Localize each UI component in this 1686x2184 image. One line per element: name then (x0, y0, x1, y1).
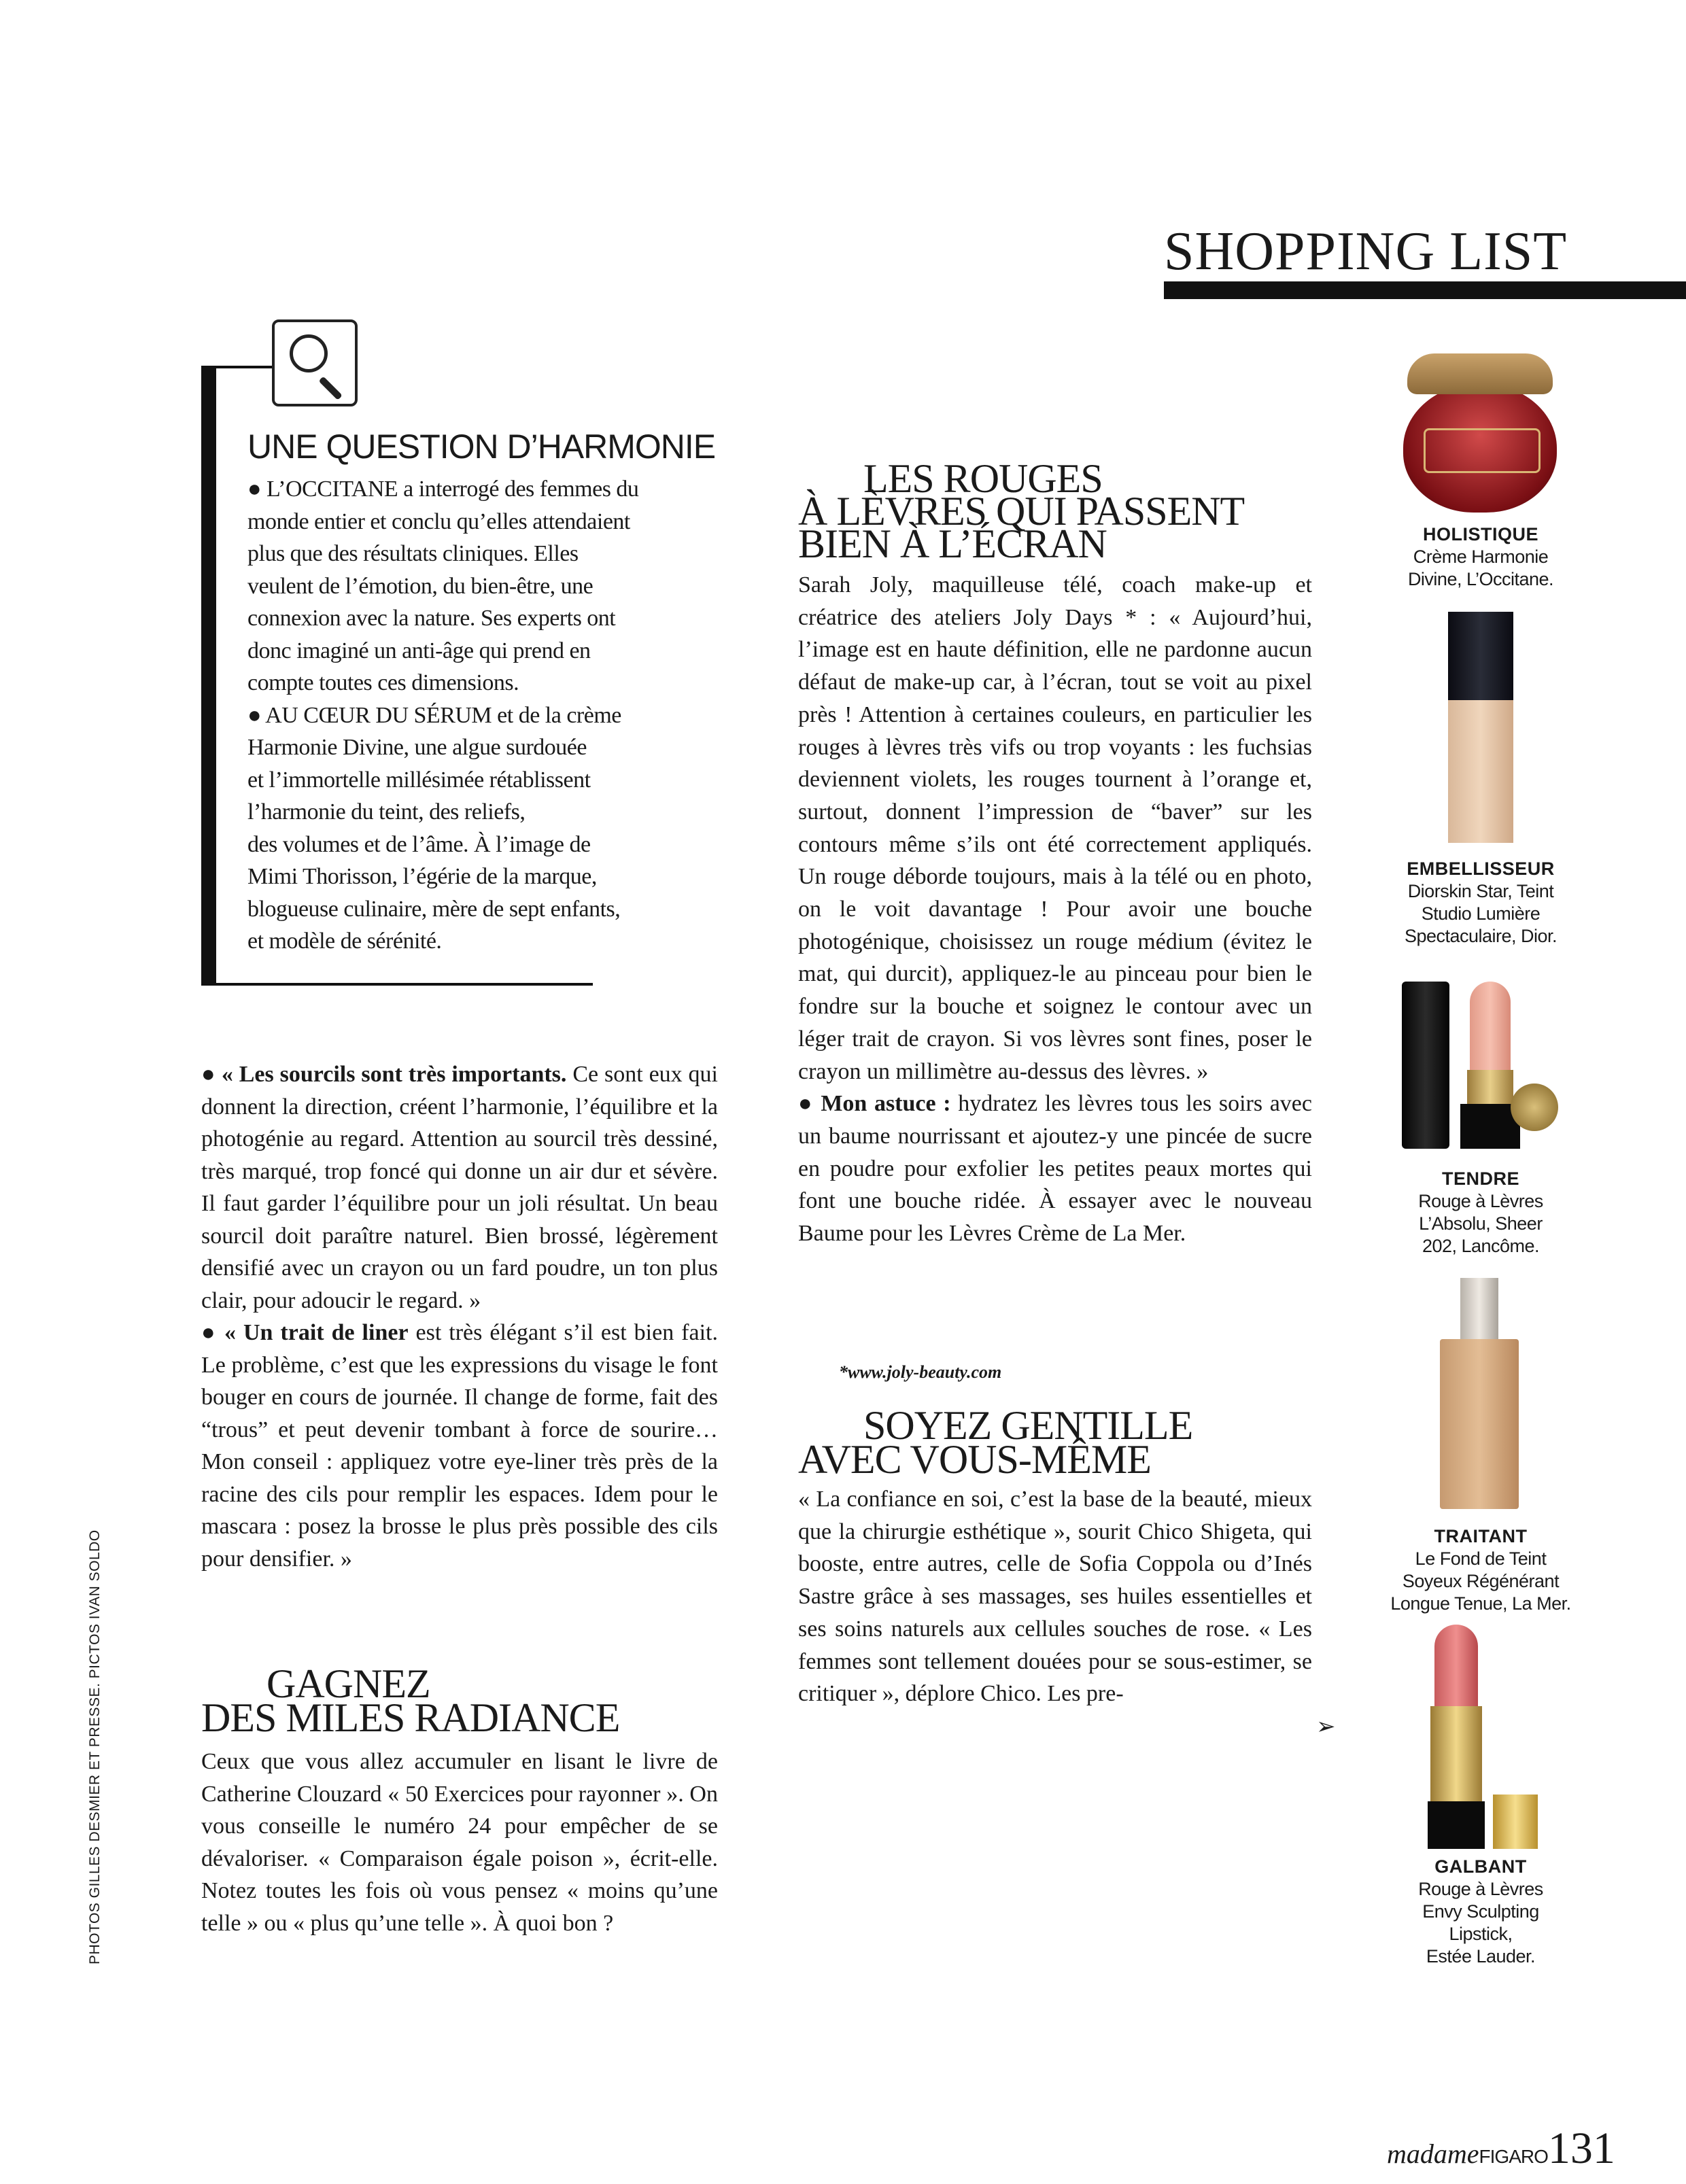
product-description (1365, 1548, 1596, 1615)
page-folio (1387, 2126, 1615, 2171)
harmony-line: connexion avec la nature. Ses experts ont (247, 606, 616, 631)
photo-credit: PHOTOS GILLES DESMIER ET PRESSE. PICTOS IVAN SOLDO (87, 1529, 103, 1964)
folio-madame: madame (1387, 2138, 1479, 2169)
harmony-body (247, 473, 723, 958)
liner-text: est très élégant s’il est bien fait. Le problème, c’est que les expressions du visage le font bouger en cours de journée. Il change de forme, fait des “trous” et peut devenir tombant à force de sourire… Mon conseil : appliquez votre eye-liner très près de la racine des cils pour remplir les espaces. Idem pour le mascara : posez la brosse le plus près possible des cils pour densifier. » (201, 1320, 718, 1572)
product-desc-line: Lipstick, (1449, 1924, 1513, 1944)
occitane-jar-image (1403, 353, 1557, 511)
product-description (1365, 546, 1596, 591)
product-category: TENDRE (1441, 1168, 1519, 1189)
harmony-line: veulent de l’émotion, du bien-être, une (247, 573, 593, 599)
harmony-heading: UNE QUESTION D’HARMONIE (247, 428, 716, 466)
harmony-line: des volumes et de l’âme. À l’image de (247, 831, 591, 857)
product-desc-line: Estée Lauder. (1426, 1946, 1536, 1966)
product-description (1365, 1190, 1596, 1258)
harmony-line: plus que des résultats cliniques. Elles (247, 541, 579, 566)
astuce-text: hydratez les lèvres tous les soirs avec un baume nourrissant et ajoutez-y une pincée de sucre en poudre pour exfolier les petites peaux mortes qui font une bouche ridée. À essayer avec le nouveau Baume pour les Lèvres Crème de La Mer. (798, 1091, 1312, 1247)
harmony-line: l’harmonie du teint, des reliefs, (247, 799, 526, 825)
harmony-line: monde entier et conclu qu’elles attendaient (247, 508, 630, 534)
rouges-heading-line2: À LÈVRES QUI PASSENT (798, 489, 1245, 534)
gagnez-heading (201, 1661, 620, 1740)
product-desc-line: Envy Sculpting (1422, 1901, 1539, 1922)
rouges-paragraph (798, 569, 1312, 1250)
rouges-text: Sarah Joly, maquilleuse télé, coach make-up et créatrice des ateliers Joly Days * : « Aujourd’hui, l’image est en haute définition, elle ne pardonne aucun défaut de make-up car, à l’écran, tout se voit au pixel près ! Attention à certaines couleurs, en particulier les rouges à lèvres très vifs ou trop voyants : les fuchsias deviennent violets, les rouges tournent à l’orange et, surtout, donnent l’impression de “baver” sur les contours même s’ils ont été correctement appliqués. Un rouge déborde toujours, mais à la télé ou en photo, on le voit davantage ! Pour avoir une bouche photogénique, choisissez un rouge médium (évitez le mat, qui durcit), appliquez-le au pinceau pour bien le fondre sur la bouche et soignez le contour avec un léger trait de crayon. Si vos lèvres sont fines, poser le crayon un millimètre au-dessus des lèvres. » (798, 572, 1312, 1084)
magnifier-icon (272, 319, 358, 406)
harmony-line: ● L’OCCITANE a interrogé des femmes du (247, 476, 639, 502)
product-desc-line: Spectaculaire, Dior. (1404, 926, 1558, 946)
footnote: *www.joly-beauty.com (839, 1362, 1002, 1382)
product-desc-line: Soyeux Régénérant (1402, 1571, 1560, 1591)
page-number: 131 (1547, 2124, 1615, 2173)
soyez-heading (798, 1403, 1193, 1482)
product-desc-line: Crème Harmonie (1413, 547, 1549, 567)
product-desc-line: Longue Tenue, La Mer. (1390, 1593, 1571, 1614)
harmony-line: blogueuse culinaire, mère de sept enfants, (247, 896, 621, 922)
rouges-heading-line1: LES ROUGES (863, 456, 1103, 501)
harmony-line: Harmonie Divine, une algue surdouée (247, 735, 587, 760)
box-bottom-rule (201, 983, 593, 986)
liner-lead: ● « Un trait de liner (201, 1320, 409, 1345)
product-category: TRAITANT (1434, 1526, 1528, 1546)
gagnez-paragraph: Ceux que vous allez accumuler en lisant le livre de Catherine Clouzard « 50 Exercices pour rayonner ». On vous conseille le numéro 24 pour empêcher de se dévaloriser. « Comparaison égale poison », écrit-elle. Notez toutes les fois où vous pensez « moins qu’une telle » ou « plus qu’une telle ». À quoi bon ? (201, 1749, 718, 1936)
product-description (1365, 880, 1596, 948)
product-category: HOLISTIQUE (1422, 524, 1538, 544)
soyez-heading-line2: AVEC VOUS-MÊME (798, 1437, 1151, 1482)
sourcils-text: Ce sont eux qui donnent la direction, créent l’harmonie, l’équilibre et la photogénie au regard. Attention au sourcil très dessiné, très marqué, trop foncé qui donne un air dur et sévère. Il faut garder l’équilibre pour un joli résultat. Un beau sourcil doit paraître naturel. Bien brossé, légèrement densifié avec un crayon ou un fard poudre, un ton plus clair, pour adoucir le regard. » (201, 1062, 719, 1313)
product-desc-line: 202, Lancôme. (1422, 1236, 1540, 1256)
product-desc-line: Rouge à Lèvres (1418, 1879, 1543, 1899)
shopping-list-rule (1164, 281, 1686, 299)
soyez-paragraph: « La confiance en soi, c’est la base de la beauté, mieux que la chirurgie esthétique », sourit Chico Shigeta, qui booste, entre autres, celle de Sofia Coppola ou d’Inés Sastre grâce à ses massages, ses huiles essentielles et ses soins naturels aux cellules souches de rose. « Les femmes sont tellement douées pour se sous-estimer, se critiquer », déplore Chico. Les pre- (798, 1487, 1312, 1707)
product-desc-line: L’Absolu, Sheer (1419, 1213, 1543, 1234)
soyez-heading-line1: SOYEZ GENTILLE (863, 1403, 1193, 1448)
gagnez-heading-line2: DES MILES RADIANCE (201, 1695, 620, 1740)
shopping-list-title: SHOPPING LIST (1164, 222, 1568, 281)
harmony-line: ● AU CŒUR DU SÉRUM et de la crème (247, 702, 621, 728)
harmony-line: et modèle de sérénité. (247, 929, 442, 954)
continue-arrow-icon: ➢ (1316, 1714, 1336, 1739)
product-description (1365, 1878, 1596, 1968)
lancome-lipstick-image (1402, 982, 1555, 1151)
box-top-rule (201, 366, 275, 368)
lamer-foundation-image (1440, 1278, 1519, 1509)
product-category: GALBANT (1434, 1856, 1527, 1877)
product-desc-line: Le Fond de Teint (1415, 1548, 1547, 1569)
esteelauder-lipstick-image (1422, 1625, 1538, 1849)
harmony-line: et l’immortelle millésimée rétablissent (247, 767, 591, 793)
product-desc-line: Studio Lumière (1421, 903, 1541, 924)
box-left-rule (201, 366, 216, 986)
harmony-line: Mimi Thorisson, l’égérie de la marque, (247, 864, 597, 889)
product-desc-line: Divine, L’Occitane. (1407, 569, 1554, 589)
folio-figaro: FIGARO (1479, 2146, 1548, 2167)
product-desc-line: Rouge à Lèvres (1418, 1191, 1543, 1211)
astuce-lead: ● Mon astuce : (798, 1091, 951, 1117)
dior-foundation-image (1448, 612, 1513, 843)
product-desc-line: Diorskin Star, Teint (1407, 881, 1554, 901)
gagnez-heading-line1: GAGNEZ (266, 1661, 430, 1706)
harmony-line: donc imaginé un anti-âge qui prend en (247, 638, 591, 663)
sourcils-paragraph (201, 1058, 718, 1575)
rouges-heading-line3: BIEN À L’ÉCRAN (798, 521, 1107, 566)
sourcils-lead: ● « Les sourcils sont très importants. (201, 1062, 567, 1087)
product-category: EMBELLISSEUR (1407, 859, 1555, 879)
rouges-heading (798, 456, 1245, 566)
harmony-line: compte toutes ces dimensions. (247, 670, 519, 695)
